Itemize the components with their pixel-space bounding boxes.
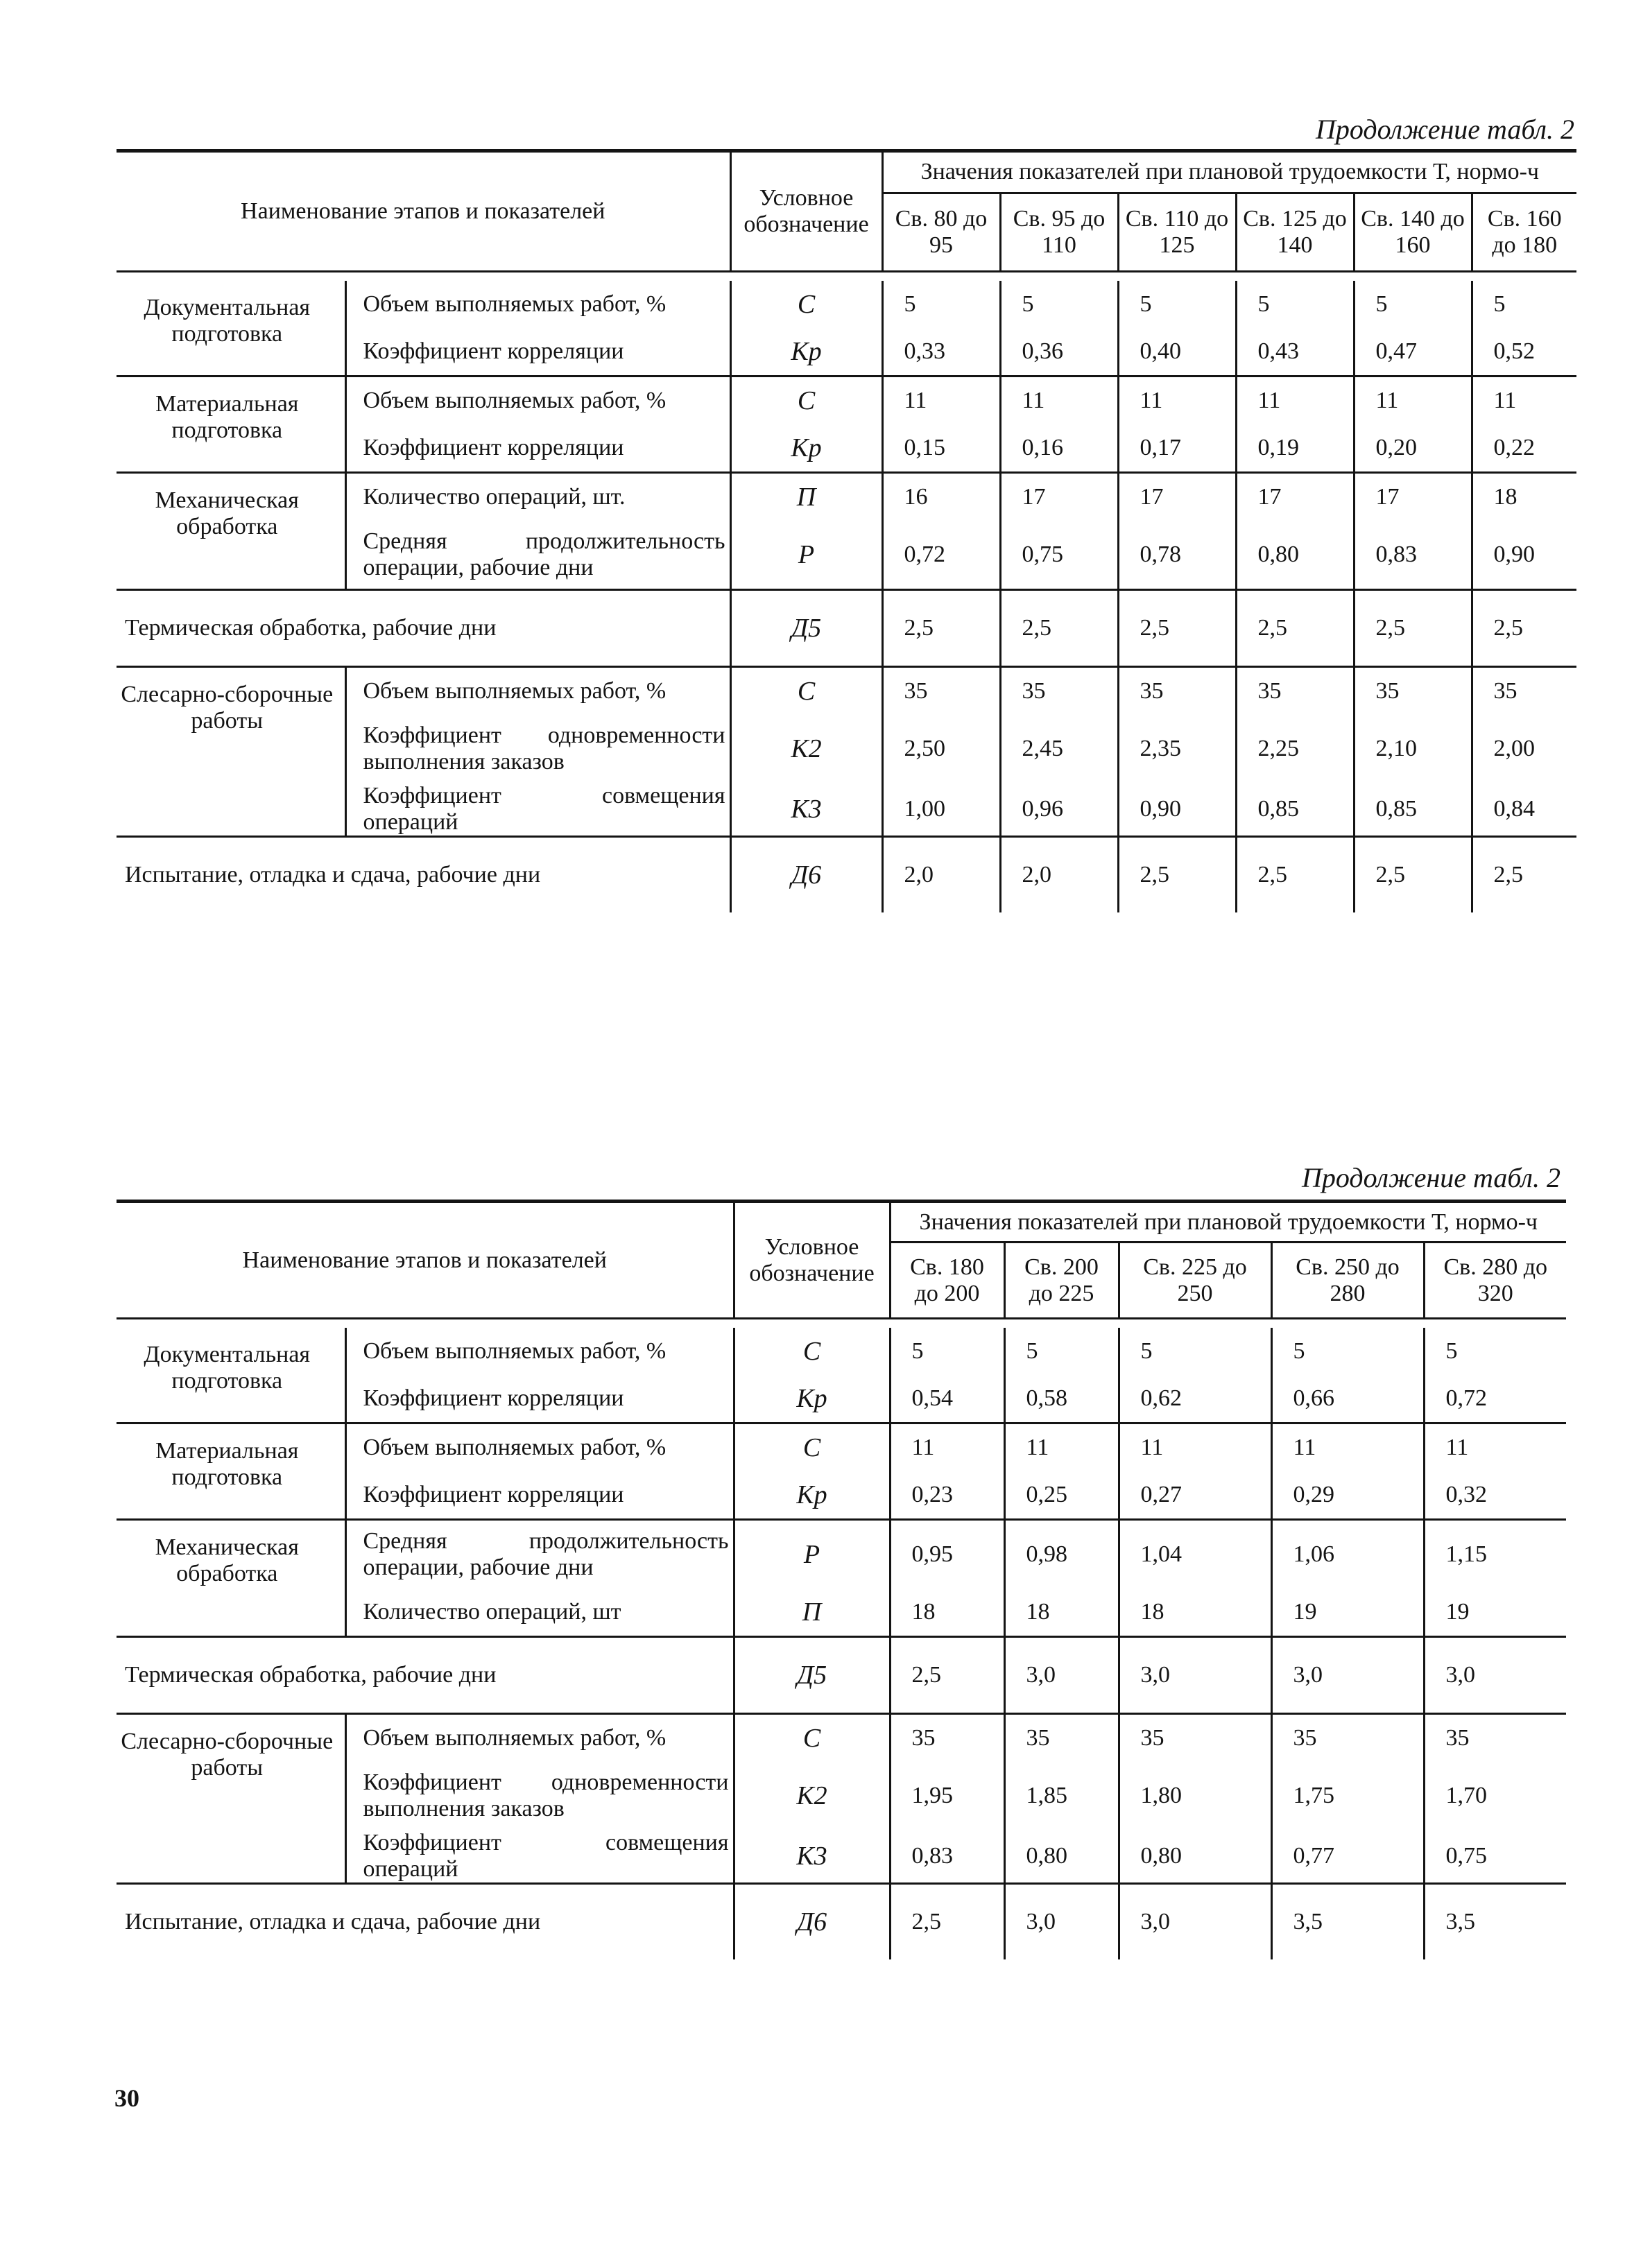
header-name: Наименование этапов и показателей [117,1202,734,1319]
value-cell: 1,75 [1271,1762,1424,1830]
value-cell: 2,35 [1118,715,1236,783]
value-cell: 0,80 [1119,1830,1271,1884]
value-cell: 0,77 [1271,1830,1424,1884]
value-cell: 1,70 [1445,1783,1487,1808]
symbol-cell: K3 [730,783,882,837]
value-cell: 1,15 [1445,1541,1487,1567]
value-cell: 2,5 [890,1637,1004,1714]
indicator-name: Объем выполняемых работ, % [345,376,730,425]
range-header: Св. 160 до 180 [1472,193,1576,271]
value-cell: 35 [1493,678,1517,704]
value-cell: 2,45 [1000,715,1118,783]
stage-name: Слесарно-сборочные работы [117,1714,345,1884]
range-header: Св. 125 до 140 [1236,193,1354,271]
indicator-name: Средняя продолжительность операции, рабочие дни [345,1520,734,1589]
value-cell: 5 [1000,281,1118,328]
value-cell: 35 [890,1714,1004,1763]
value-cell: 0,72 [882,521,1000,590]
value-cell: 0,85 [1354,783,1472,837]
value-cell: 2,5 [1118,590,1236,667]
value-cell: 2,5 [1118,837,1236,913]
stage-name: Термическая обработка, рабочие дни [117,590,730,667]
value-cell: 11 [1118,376,1236,425]
value-cell: 3,0 [1424,1637,1566,1714]
indicator-name: Коэффициент совмещения операций [345,783,730,837]
value-cell: 3,5 [1445,1909,1475,1934]
value-cell: 11 [882,376,1000,425]
value-cell: 5 [1445,1338,1458,1364]
symbol-cell: C [734,1423,890,1472]
value-cell: 5 [1004,1328,1119,1375]
value-cell: 2,5 [1354,837,1472,913]
value-cell: 0,47 [1354,328,1472,376]
table-row [117,1637,1566,1714]
indicator-name: Количество операций, шт [345,1589,734,1637]
value-cell: 2,5 [1493,862,1523,888]
spacer-cell [117,1319,1566,1328]
spacer-row [117,272,1576,282]
value-cell: 0,96 [1000,783,1118,837]
value-cell: 18 [1119,1589,1271,1637]
value-cell: 0,54 [890,1375,1004,1423]
value-cell: 0,84 [1472,783,1576,837]
value-cell: 16 [882,473,1000,521]
value-cell: 0,25 [1004,1471,1119,1520]
stage-name: Механическая обработка [117,1520,345,1637]
value-cell: 0,75 [1424,1830,1566,1884]
value-cell: 0,32 [1424,1471,1566,1520]
value-cell: 1,06 [1271,1520,1424,1589]
value-cell: 11 [1354,376,1472,425]
symbol-cell: K3 [734,1830,890,1884]
symbol-cell: C [734,1328,890,1375]
indicator-name: Коэффициент корреляции [345,328,730,376]
value-cell: 11 [1236,376,1354,425]
stage-name: Термическая обработка, рабочие дни [117,1637,734,1714]
stage-name: Материальная подготовка [117,376,345,473]
value-cell: 5 [1493,291,1506,317]
stage-name: Документальная подготовка [117,1328,345,1423]
indicator-name: Объем выполняемых работ, % [345,281,730,328]
stage-name: Механическая обработка [117,473,345,590]
value-cell: 5 [1119,1328,1271,1375]
indicator-name: Объем выполняемых работ, % [345,1423,734,1472]
value-cell: 3,0 [1119,1637,1271,1714]
symbol-cell: Д5 [734,1637,890,1714]
table-row [117,837,1576,913]
indicator-name: Коэффициент корреляции [345,424,730,473]
value-cell: 11 [1000,376,1118,425]
value-cell: 11 [1004,1423,1119,1472]
table-caption-bottom: Продолжение табл. 2 [1301,1162,1560,1193]
symbol-cell: П [730,473,882,521]
value-cell: 2,10 [1354,715,1472,783]
page-number: 30 [114,2084,139,2112]
indicator-name: Объем выполняемых работ, % [345,1714,734,1763]
table-row [117,667,1576,716]
value-cell: 0,15 [882,424,1000,473]
value-cell: 2,5 [1236,837,1354,913]
value-cell: 5 [882,281,1000,328]
value-cell: 5 [1271,1328,1424,1375]
table-bottom [117,1200,1566,1959]
value-cell: 0,29 [1271,1471,1424,1520]
value-cell: 11 [1271,1423,1424,1472]
value-cell: 0,43 [1236,328,1354,376]
value-cell: 0,72 [1424,1375,1566,1423]
spacer-cell [117,272,1576,282]
symbol-cell: Kр [734,1471,890,1520]
indicator-name: Коэффициент совмещения операций [345,1830,734,1884]
symbol-cell: K2 [730,715,882,783]
value-cell: 2,0 [882,837,1000,913]
value-cell: 35 [1354,667,1472,716]
value-cell: 0,20 [1354,424,1472,473]
value-cell: 0,19 [1236,424,1354,473]
value-cell: 19 [1271,1589,1424,1637]
indicator-name: Коэффициент одновременности выполнения заказов [345,715,730,783]
header-values: Значения показателей при плановой трудоемкости Т, нормо-ч [890,1202,1566,1243]
symbol-cell: K2 [734,1762,890,1830]
value-cell: 5 [890,1328,1004,1375]
indicator-name: Количество операций, шт. [345,473,730,521]
value-cell: 2,5 [1354,590,1472,667]
value-cell: 2,25 [1236,715,1354,783]
table-caption-top: Продолжение табл. 2 [1315,114,1574,145]
value-cell: 0,62 [1119,1375,1271,1423]
header-symbol: Условное обозначение [734,1202,890,1319]
table-row [117,590,1576,667]
value-cell: 18 [890,1589,1004,1637]
symbol-cell: P [730,521,882,590]
value-cell: 0,22 [1472,424,1576,473]
value-cell: 0,36 [1000,328,1118,376]
range-header: Св. 80 до 95 [882,193,1000,271]
stage-name: Испытание, отладка и сдача, рабочие дни [117,1884,734,1960]
range-header: Св. 250 до 280 [1271,1243,1424,1319]
value-cell: 0,16 [1000,424,1118,473]
value-cell: 2,5 [1000,590,1118,667]
value-cell: 0,90 [1118,783,1236,837]
range-header: Св. 95 до 110 [1000,193,1118,271]
value-cell: 0,80 [1236,521,1354,590]
stage-name: Документальная подготовка [117,281,345,376]
header-name: Наименование этапов и показателей [117,151,730,272]
value-cell: 0,27 [1119,1471,1271,1520]
value-cell: 0,90 [1472,521,1576,590]
value-cell: 1,04 [1119,1520,1271,1589]
table-row [117,281,1576,328]
value-cell: 0,83 [1354,521,1472,590]
value-cell: 3,0 [1119,1884,1271,1960]
value-cell: 0,95 [890,1520,1004,1589]
range-header: Св. 140 до 160 [1354,193,1472,271]
value-cell: 1,95 [890,1762,1004,1830]
value-cell: 17 [1354,473,1472,521]
value-cell: 0,98 [1004,1520,1119,1589]
header-values: Значения показателей при плановой трудоемкости Т, нормо-ч [882,151,1576,193]
indicator-name: Средняя продолжительность операции, рабочие дни [345,521,730,590]
stage-name: Испытание, отладка и сдача, рабочие дни [117,837,730,913]
value-cell: 3,0 [1004,1637,1119,1714]
value-cell: 35 [1236,667,1354,716]
value-cell: 35 [1004,1714,1119,1763]
value-cell: 2,5 [890,1884,1004,1960]
indicator-name: Коэффициент одновременности выполнения заказов [345,1762,734,1830]
value-cell: 35 [882,667,1000,716]
value-cell: 19 [1424,1589,1566,1637]
value-cell: 18 [1004,1589,1119,1637]
value-cell: 1,85 [1004,1762,1119,1830]
symbol-cell: Kр [734,1375,890,1423]
value-cell: 18 [1493,484,1517,510]
symbol-cell: П [734,1589,890,1637]
value-cell: 0,40 [1118,328,1236,376]
value-cell: 5 [1236,281,1354,328]
header-symbol: Условное обозначение [730,151,882,272]
value-cell: 0,75 [1000,521,1118,590]
value-cell: 2,5 [1236,590,1354,667]
table-top [117,149,1576,912]
value-cell: 35 [1119,1714,1271,1763]
value-cell: 1,00 [882,783,1000,837]
value-cell: 2,5 [882,590,1000,667]
range-header: Св. 110 до 125 [1118,193,1236,271]
indicator-name: Коэффициент корреляции [345,1471,734,1520]
value-cell: 17 [1118,473,1236,521]
table-row [117,473,1576,521]
stage-name: Слесарно-сборочные работы [117,667,345,837]
value-cell: 2,00 [1493,736,1535,761]
value-cell: 0,83 [890,1830,1004,1884]
value-cell: 3,0 [1271,1637,1424,1714]
value-cell: 2,0 [1000,837,1118,913]
value-cell: 0,52 [1472,328,1576,376]
value-cell: 11 [1445,1435,1469,1460]
value-cell: 0,80 [1004,1830,1119,1884]
value-cell: 5 [1118,281,1236,328]
value-cell: 0,23 [890,1471,1004,1520]
table-row [117,1423,1566,1472]
symbol-cell: Kр [730,328,882,376]
range-header: Св. 280 до 320 [1424,1243,1566,1319]
value-cell: 0,58 [1004,1375,1119,1423]
symbol-cell: Д6 [734,1884,890,1960]
table-row [117,376,1576,425]
value-cell: 5 [1354,281,1472,328]
value-cell: 11 [1119,1423,1271,1472]
table-row [117,1884,1566,1960]
range-header: Св. 180 до 200 [890,1243,1004,1319]
value-cell: 17 [1236,473,1354,521]
value-cell: 11 [890,1423,1004,1472]
value-cell: 1,80 [1119,1762,1271,1830]
value-cell: 3,5 [1271,1884,1424,1960]
symbol-cell: P [734,1520,890,1589]
symbol-cell: C [730,281,882,328]
value-cell: 35 [1118,667,1236,716]
table-row [117,1520,1566,1589]
indicator-name: Объем выполняемых работ, % [345,667,730,716]
symbol-cell: C [730,667,882,716]
symbol-cell: Д6 [730,837,882,913]
symbol-cell: Kр [730,424,882,473]
symbol-cell: C [734,1714,890,1763]
value-cell: 35 [1445,1725,1470,1751]
value-cell: 0,33 [882,328,1000,376]
value-cell: 11 [1493,388,1517,413]
table-row [117,1714,1566,1763]
value-cell: 35 [1271,1714,1424,1763]
indicator-name: Коэффициент корреляции [345,1375,734,1423]
table-row [117,1328,1566,1375]
value-cell: 0,85 [1236,783,1354,837]
value-cell: 17 [1000,473,1118,521]
value-cell: 3,0 [1004,1884,1119,1960]
spacer-row [117,1319,1566,1328]
value-cell: 35 [1000,667,1118,716]
value-cell: 0,17 [1118,424,1236,473]
value-cell: 2,50 [882,715,1000,783]
symbol-cell: C [730,376,882,425]
range-header: Св. 200 до 225 [1004,1243,1119,1319]
value-cell: 0,66 [1271,1375,1424,1423]
value-cell: 0,78 [1118,521,1236,590]
symbol-cell: Д5 [730,590,882,667]
stage-name: Материальная подготовка [117,1423,345,1520]
value-cell: 2,5 [1472,590,1576,667]
range-header: Св. 225 до 250 [1119,1243,1271,1319]
indicator-name: Объем выполняемых работ, % [345,1328,734,1375]
